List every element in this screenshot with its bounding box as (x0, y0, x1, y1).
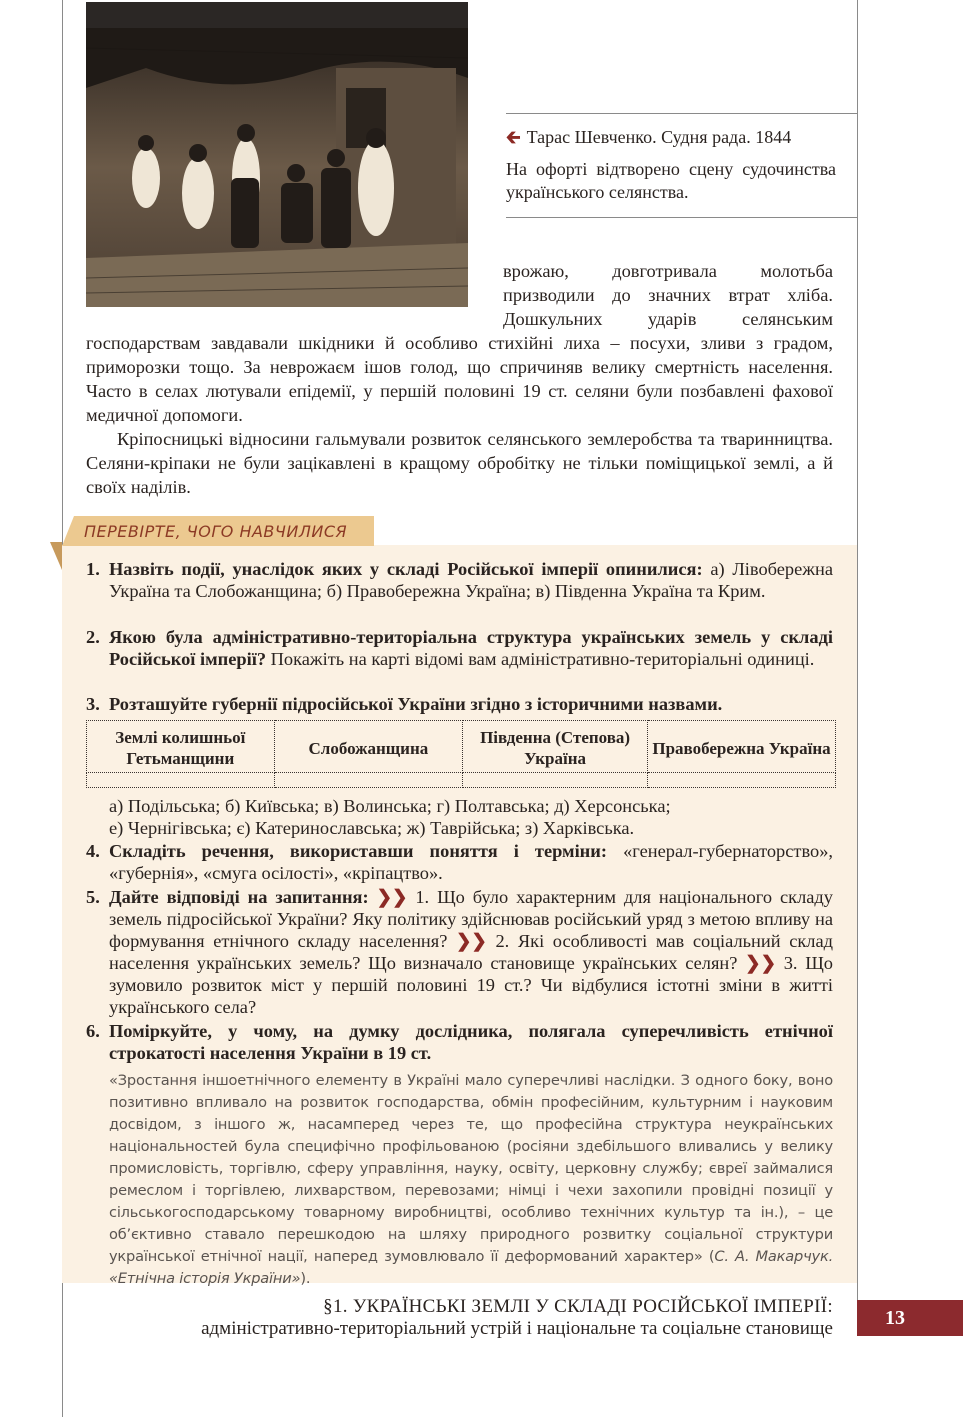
answer-line-1: а) Подільська; б) Київська; в) Волинська; г) Полтавська; д) Херсонська; (109, 796, 671, 816)
double-chevron-icon: ❯❯ (745, 953, 776, 973)
image-caption (506, 124, 836, 204)
page-right-rule (857, 0, 858, 1300)
regions-table (86, 720, 836, 788)
caption-description: На офорті відтворено сцену судочинства українського селянства. (506, 159, 836, 202)
question-1: 1. Назвіть події, унаслідок яких у складі Російської імперії опинилися: а) Лівобережна Україна та Слобожанщина; б) Правобережна Україна; в) Південна Україна та Крим. (86, 559, 833, 601)
table-header-hetmanate: Землі колишньої Гетьманщини (87, 721, 275, 773)
quote-source: С. А. Макарчук. «Етнічна історія України» (109, 1248, 834, 1287)
question-4: 4. Складіть речення, використавши поняття і терміни: «генерал-губернаторство», «губернія», «смуга осілості», «кріпацтво». (86, 841, 833, 883)
double-chevron-icon: ❯❯ (456, 931, 487, 951)
page-number: 13 (857, 1300, 963, 1336)
table-header-slobozhanshchyna: Слобожанщина (274, 721, 463, 773)
question-6: 6. Поміркуйте, у чому, на думку дослідника, полягала суперечливість етнічної строкатості населення України в 19 ст. (86, 1021, 833, 1063)
paragraph-body: господарствам завдавали шкідники й особливо стихійні лиха – посухи, зливи з градом, приморозки тощо. За неврожаєм ішов голод, що спричиняв велику смертність населення. Часто в селах лютували епідемії, у першій половині 19 ст. селяни були позбавлені фахової медичної допомоги. (86, 333, 833, 425)
footer-chapter-title: §1. УКРАЇНСЬКІ ЗЕМЛІ У СКЛАДІ РОСІЙСЬКОЇ ІМПЕРІЇ: (323, 1296, 833, 1317)
table-cell[interactable] (87, 773, 275, 788)
question-3: 3. Розташуйте губернії підросійської України згідно з історичними назвами. (86, 694, 723, 714)
question-5: 5. Дайте відповіді на запитання: ❯❯ 1. Що було характерним для національного складу земель підросійської України? Яку політику здійснював російський уряд з метою впливу на формування етнічного складу населення? ❯❯ 2. Які особливості мав соціальний склад населення українських земель? Що визначало становище українських селян? ❯❯ 3. Що зумовило розвиток міст у першій половині 19 ст.? Чи відбулися істотні зміни в житті українського села? (86, 887, 833, 1017)
answer-options (109, 795, 836, 839)
caption-bottom-rule (506, 217, 857, 218)
table-cell[interactable] (274, 773, 463, 788)
table-header-southern: Південна (Степова) Україна (463, 721, 648, 773)
section-heading: ПЕРЕВІРТЕ, ЧОГО НАВЧИЛИСЯ (84, 522, 348, 541)
table-cell[interactable] (648, 773, 836, 788)
double-chevron-icon: ❯❯ (376, 887, 408, 907)
footer-chapter-subtitle: адміністративно-територіальний устрій і національне та соціальне становище (201, 1318, 833, 1339)
question-2: 2. Якою була адміністративно-територіальна структура українських земель у складі Російської імперії? Покажіть на карті відомі вам адміністративно-територіальні одиниці. (86, 627, 833, 669)
etching-image (86, 2, 468, 307)
table-cell[interactable] (463, 773, 648, 788)
caption-title: Тарас Шевченко. Судня рада. 1844 (526, 127, 792, 147)
running-footer (201, 1296, 833, 1340)
historian-quote: «Зростання іншоетнічного елементу в Україні мало суперечливі наслідки. З одного боку, воно позитивно впливало на розвиток господарства, обмін професійним, культурним і науковим досвідом, з іншого ж, насамперед через те, що професійна структура неукраїнських національностей була специфічно профільованою (росіяни здебільшого вливались у велику промисловість, торгівлю, сферу управління, науку, освіту, церковну службу; євреї займалися ремеслом і торгівлею, лихварством, перевозами; німці і чехи захопили провідні позиції у сільськогосподарському товарному виробництві, особливо технічних культур та ін.), – це об’єктивно ставало перешкодою на шляху природного розвитку соціальної структури української етнічної нації, наперед зумовлювало її деформований характер» (С. А. Макарчук. «Етнічна історія України»). (109, 1072, 834, 1287)
answer-line-2: е) Чернігівська; є) Катеринославська; ж) Таврійська; з) Харківська. (109, 818, 635, 838)
paragraph-serfdom: Кріпосницькі відносини гальмували розвиток селянського землеробства та тваринництва. Селяни-кріпаки не були зацікавлені в кращому обробітку не тільки поміщицької землі, а й своїх наділів. (86, 429, 833, 497)
caption-top-rule (506, 113, 857, 114)
left-arrow-icon: 🡰 (506, 127, 521, 147)
paragraph-continued: врожаю, довготривала молотьба призводили до значних втрат хліба. Дошкульних ударів селянським (503, 261, 833, 329)
tab-fold (50, 542, 62, 570)
table-header-right-bank: Правобережна Україна (648, 721, 836, 773)
